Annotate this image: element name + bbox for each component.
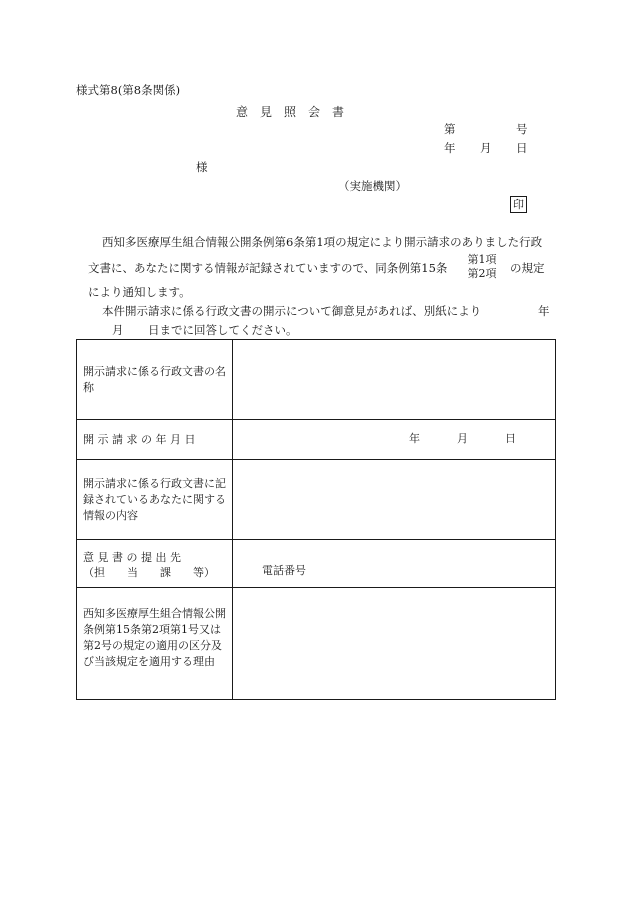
agency-label: （実施機関） xyxy=(338,179,407,193)
paragraph2-month: 月 xyxy=(112,323,124,337)
request-date-day: 日 xyxy=(505,432,516,445)
table-row xyxy=(77,540,556,588)
paragraph2-line2-rest: 日までに回答してください。 xyxy=(148,323,298,337)
row-label-application-reason: 西知多医療厚生組合情報公開条例第15条第2項第1号又は第2号の規定の適用の区分及び当該規定を適用する理由 xyxy=(77,588,233,700)
paragraph1-line2-start: 文書に、あなたに関する情報が記録されていますので、同条例第15条 xyxy=(88,261,448,275)
submission-destination-line1: 意 見 書 の 提 出 先 xyxy=(83,551,181,564)
paragraph2-line1: 本件開示請求に係る行政文書の開示について御意見があれば、別紙により xyxy=(102,304,482,318)
row-value-submission-destination[interactable] xyxy=(233,540,556,588)
request-date-year: 年 xyxy=(409,432,420,445)
table-row xyxy=(77,420,556,460)
form-number: 様式第8(第8条関係) xyxy=(76,83,181,97)
document-title: 意 見 照 会 書 xyxy=(236,105,345,119)
info-table xyxy=(76,339,556,700)
paragraph2-year: 年 xyxy=(538,304,550,318)
doc-number-prefix: 第 xyxy=(444,122,456,136)
clause-options xyxy=(462,253,502,281)
row-value-request-date[interactable] xyxy=(233,420,556,460)
paragraph1-line3: により通知します。 xyxy=(88,285,191,299)
clause-option-1: 第1項 xyxy=(467,253,497,266)
doc-number-suffix: 号 xyxy=(516,122,528,136)
date-year-label: 年 xyxy=(444,141,456,155)
phone-number-label: 電話番号 xyxy=(262,564,306,577)
row-label-submission-destination xyxy=(77,540,233,588)
paragraph1-line1: 西知多医療厚生組合情報公開条例第6条第1項の規定により開示請求のありました行政 xyxy=(102,235,543,249)
submission-destination-line2: （担 当 課 等） xyxy=(83,566,215,579)
row-label-info-content: 開示請求に係る行政文書に記録されているあなたに関する情報の内容 xyxy=(77,460,233,540)
date-day-label: 日 xyxy=(516,141,528,155)
table-row xyxy=(77,460,556,540)
seal-mark: 印 xyxy=(510,196,527,213)
table-row xyxy=(77,340,556,420)
paragraph1-line2-end: の規定 xyxy=(510,261,545,275)
request-date-month: 月 xyxy=(457,432,468,445)
date-month-label: 月 xyxy=(480,141,492,155)
clause-option-2: 第2項 xyxy=(467,267,497,280)
addressee-honorific: 様 xyxy=(196,160,208,174)
row-value-document-name[interactable] xyxy=(233,340,556,420)
row-label-request-date: 開 示 請 求 の 年 月 日 xyxy=(77,420,233,460)
table-row xyxy=(77,588,556,700)
row-label-document-name: 開示請求に係る行政文書の名称 xyxy=(77,340,233,420)
row-value-application-reason[interactable] xyxy=(233,588,556,700)
row-value-info-content[interactable] xyxy=(233,460,556,540)
